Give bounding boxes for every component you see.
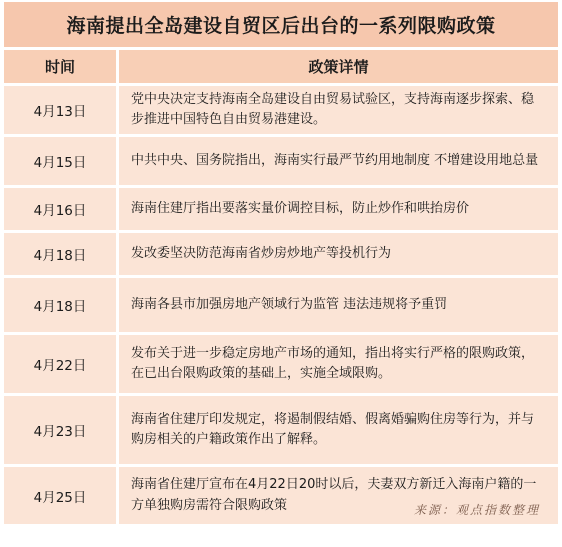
row-8-detail: 海南省住建厅宣布在4月22日20时以后，夫妻双方新迁入海南户籍的一方单独购房需符合限购政策	[131, 477, 537, 513]
row-2-date: 4月15日	[4, 137, 116, 185]
row-4-date: 4月18日	[4, 233, 116, 275]
column-header-date: 时间	[4, 50, 116, 83]
row-7-date: 4月23日	[4, 396, 116, 464]
row-3-detail: 海南住建厅指出要落实量价调控目标，防止炒作和哄抬房价	[119, 188, 558, 230]
source-note: 来源：观点指数整理	[413, 503, 540, 518]
row-7-detail: 海南省住建厅印发规定，将遏制假结婚、假离婚骗购住房等行为，并与购房相关的户籍政策作出了解释。	[119, 396, 558, 464]
column-header-detail: 政策详情	[119, 50, 558, 83]
row-1-date: 4月13日	[4, 86, 116, 134]
row-6-detail: 发布关于进一步稳定房地产市场的通知，指出将实行严格的限购政策，在已出台限购政策的基础上，实施全域限购。	[119, 335, 558, 393]
row-5-detail: 海南各县市加强房地产领域行为监管 违法违规将予重罚	[119, 278, 558, 332]
row-2-detail: 中共中央、国务院指出，海南实行最严节约用地制度 不增建设用地总量	[119, 137, 558, 185]
row-6-date: 4月22日	[4, 335, 116, 393]
table-title: 海南提出全岛建设自贸区后出台的一系列限购政策	[4, 2, 558, 47]
row-1-detail: 党中央决定支持海南全岛建设自由贸易试验区，支持海南逐步探索、稳步推进中国特色自由贸易港建设。	[119, 86, 558, 134]
row-4-detail: 发改委坚决防范海南省炒房炒地产等投机行为	[119, 233, 558, 275]
row-5-date: 4月18日	[4, 278, 116, 332]
policy-table	[4, 2, 558, 545]
row-8-detail-cell	[119, 467, 558, 524]
row-3-date: 4月16日	[4, 188, 116, 230]
row-8-date: 4月25日	[4, 467, 116, 524]
